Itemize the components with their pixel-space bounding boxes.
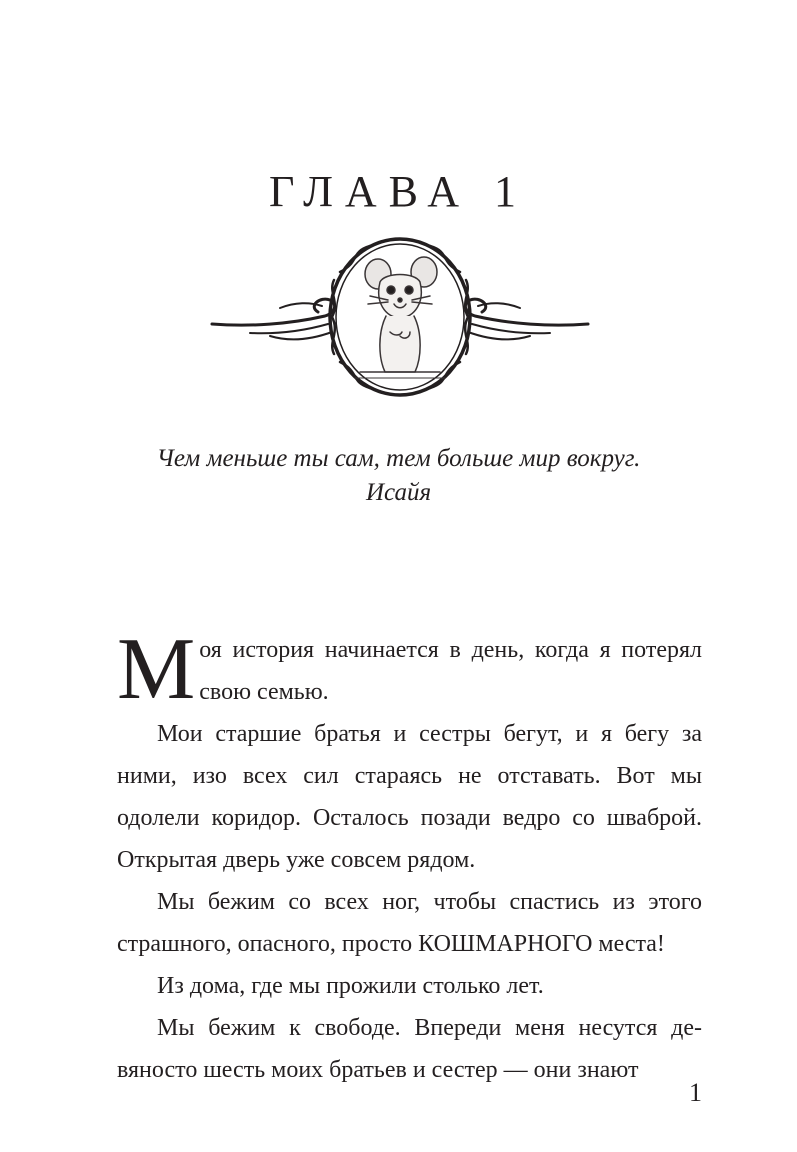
paragraph: Мои старшие братья и сестры бегут, и я бегу за ними, изо всех сил стараясь не отставать. Вот мы одолели коридор. Осталось позади ведро со шваброй. Открытая дверь уже совсем рядом. bbox=[117, 721, 702, 873]
epigraph-quote: Чем меньше ты сам, тем больше мир вокруг. bbox=[156, 445, 641, 472]
epigraph-author: Исайя bbox=[365, 479, 432, 506]
page-number: 1 bbox=[689, 1078, 702, 1107]
chapter-title: ГЛАВА 1 bbox=[268, 167, 529, 216]
paragraph bbox=[117, 621, 702, 718]
paragraph: Мы бежим к свободе. Впереди меня несутся девяносто шесть моих братьев и сестер — они знают bbox=[117, 1015, 702, 1083]
paragraph: Из дома, где мы прожили столько лет. bbox=[157, 973, 544, 999]
paragraph: Мы бежим со всех ног, чтобы спастись из этого страшного, опасного, просто КОШМАРНОГО места! bbox=[117, 889, 702, 957]
epigraph bbox=[0, 442, 797, 510]
chapter-body bbox=[117, 621, 702, 1091]
dropcap: М bbox=[117, 621, 196, 718]
paragraph-text: оя история начинается в день, когда я потерял свою семью. bbox=[199, 637, 702, 705]
mouse-illustration-icon bbox=[210, 232, 590, 402]
